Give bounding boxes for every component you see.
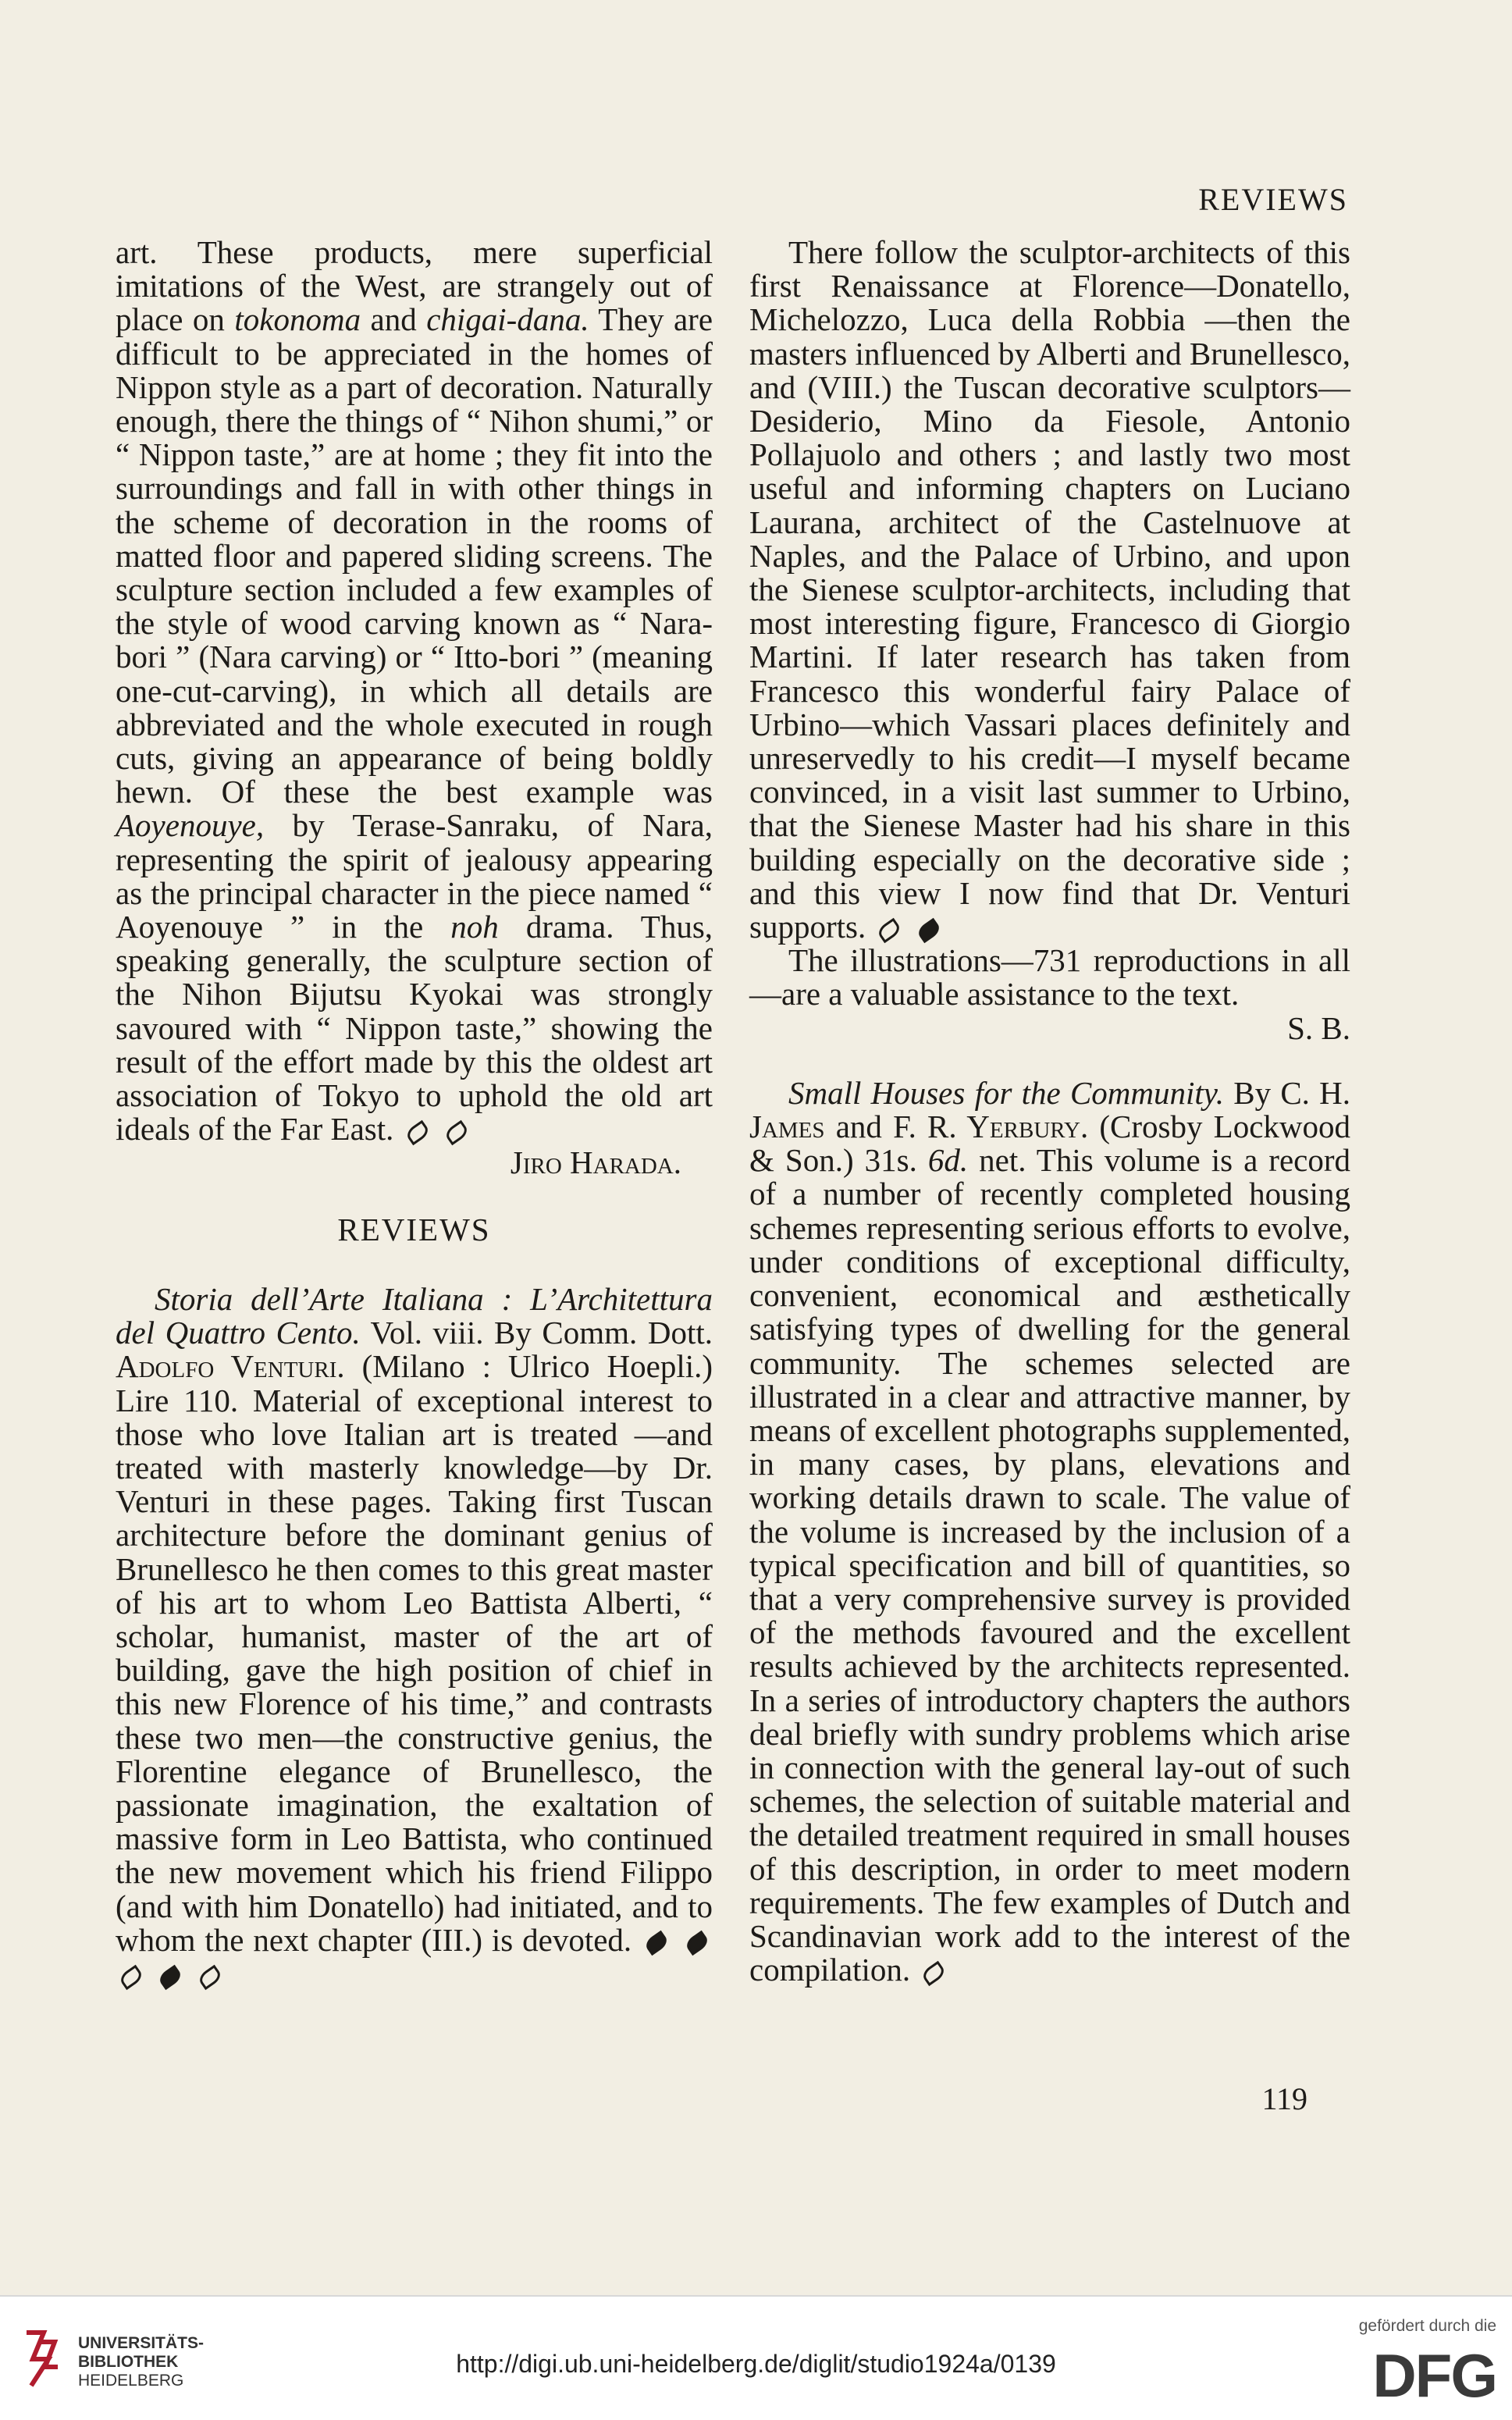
- author-signature: Jiro Harada.: [510, 1144, 681, 1181]
- review-small-houses: Small Houses for the Community. By C. H. James and F. R. Yerbury. (Crosby Lockwood & Son.) 31s. 6d. net. This volume is a record of a number of recently completed housing schemes representing serious efforts to evolve, under conditions of exceptional difficulty, convenient, economical and æsthetically satisfying types of dwelling for the general community. The schemes selected are illustrated in a clear and attractive manner, by means of excellent photographs supplemented, in many cases, by plans, elevations and working details drawn to scale. The value of the volume is increased by the inclusion of a typical specification and bill of quantities, so that a very comprehensive survey is provided of the methods favoured and the excellent results achieved by the architects represented. In a series of introductory chapters the authors deal briefly with sundry problems which arise in connection with the general lay-out of such schemes, the selection of suitable material and the detailed treatment required in small houses of this description, in order to meet modern requirements. The few examples of Dutch and Scandinavian work add to the interest of the compilation.: [749, 1074, 1351, 1988]
- reviewer-signature: S. B.: [1287, 1009, 1350, 1046]
- leaf-ornament-icon: [157, 1964, 183, 1989]
- leaf-ornament-icon: [876, 917, 902, 942]
- dfg-logo: DFG: [1372, 2341, 1496, 2410]
- paragraph-gap: [749, 1045, 1350, 1077]
- leaf-ornament-icon: [443, 1120, 470, 1145]
- running-head: REVIEWS: [1198, 182, 1348, 217]
- leaf-ornament-icon: [196, 1964, 222, 1989]
- library-name: UNIVERSITÄTS- BIBLIOTHEK HEIDELBERG: [78, 2334, 205, 2390]
- harada-article-text: art. These products, mere superficial imitations of the West, are strangely out of place on tokonoma and chigai-dana. They are difficult to be appreciated in the homes of Nippon style as a part of decoration. Naturally enough, there the things of “ Nihon shumi,” or “ Nippon taste,” are at home ; they fit into the surroundings and fall in with other things in the scheme of decoration in the rooms of matted floor and papered sliding screens. The sculpture section included a few examples of the style of wood carving known as “ Nara-bori ” (Nara carving) or “ Itto-bori ” (meaning one-cut-carving), in which all details are abbreviated and the whole executed in rough cuts, giving an appearance of being boldly hewn. Of these the best example was Aoyenouye, by Terase-Sanraku, of Nara, representing the spirit of jealousy appearing as the principal character in the piece named “ Aoyenouye ” in the noh drama. Thus, speaking generally, the sculpture section of the Nihon Bijutsu Kyokai was strongly savoured with “ Nippon taste,” showing the result of the effort made by this the oldest art association of Tokyo to uphold the old art ideals of the Far East.: [116, 234, 713, 1148]
- leaf-ornament-icon: [684, 1931, 710, 1956]
- leaf-ornament-icon: [404, 1120, 430, 1145]
- leaf-ornament-icon: [916, 917, 942, 942]
- leaf-ornament-icon: [643, 1931, 670, 1956]
- section-heading: REVIEWS: [337, 1211, 491, 1247]
- right-column: [749, 236, 1350, 1987]
- source-url-link[interactable]: http://digi.ub.uni-heidelberg.de/diglit/studio1924a/0139: [456, 2350, 1056, 2378]
- leaf-ornament-icon: [920, 1961, 947, 1986]
- review-venturi: Storia dell’Arte Italiana : L’Architettura del Quattro Cento. Vol. viii. By Comm. Dott. Adolfo Venturi. (Milano : Ulrico Hoepli.) Lire 110. Material of exceptional interest to those who love Italian art is treated —and treated with masterly knowledge—by Dr. Venturi in these pages. Taking first Tuscan architecture before the dominant genius of Brunellesco he then comes to this great master of his art to whom Leo Battista Alberti, “ scholar, humanist, master of the art of building, gave the high position of chief in this new Florence of his time,” and contrasts these two men—the constructive genius, the Florentine elegance of Brunellesco, the passionate imagination, the exaltation of massive form in Leo Battista, who continued the new movement which his friend Filippo (and with him Donatello) had initiated, and to whom the next chapter (III.) is devoted.: [116, 1283, 713, 1991]
- left-column: [116, 236, 713, 1991]
- illustrations-note: The illustrations—731 reproductions in all—are a valuable assistance to the text.: [749, 942, 1350, 1012]
- digitization-footer: [0, 2295, 1512, 2420]
- funder-label: gefördert durch die: [1358, 2317, 1496, 2335]
- review-venturi-continued: There follow the sculptor-architects of this first Renaissance at Florence—Donatello, Michelozzo, Luca della Robbia —then the masters influenced by Alberti and Brunellesco, and (VIII.) the Tuscan decorative sculptors—Desiderio, Mino da Fiesole, Antonio Pollajuolo and others ; and lastly two most useful and informing chapters on Luciano Laurana, architect of the Castelnuove at Naples, and the Palace of Urbino, and upon the Sienese sculptor-architects, including that most interesting figure, Francesco di Giorgio Martini. If later research has taken from Francesco this wonderful fairy Palace of Urbino—which Vassari places definitely and unreservedly to his credit—I myself became convinced, in a visit last summer to Urbino, that the Sienese Master had his share in this building especially on the decorative side ; and this view I now find that Dr. Venturi supports.: [749, 234, 1350, 945]
- leaf-ornament-icon: [118, 1964, 144, 1989]
- page-number: 119: [1261, 2081, 1307, 2116]
